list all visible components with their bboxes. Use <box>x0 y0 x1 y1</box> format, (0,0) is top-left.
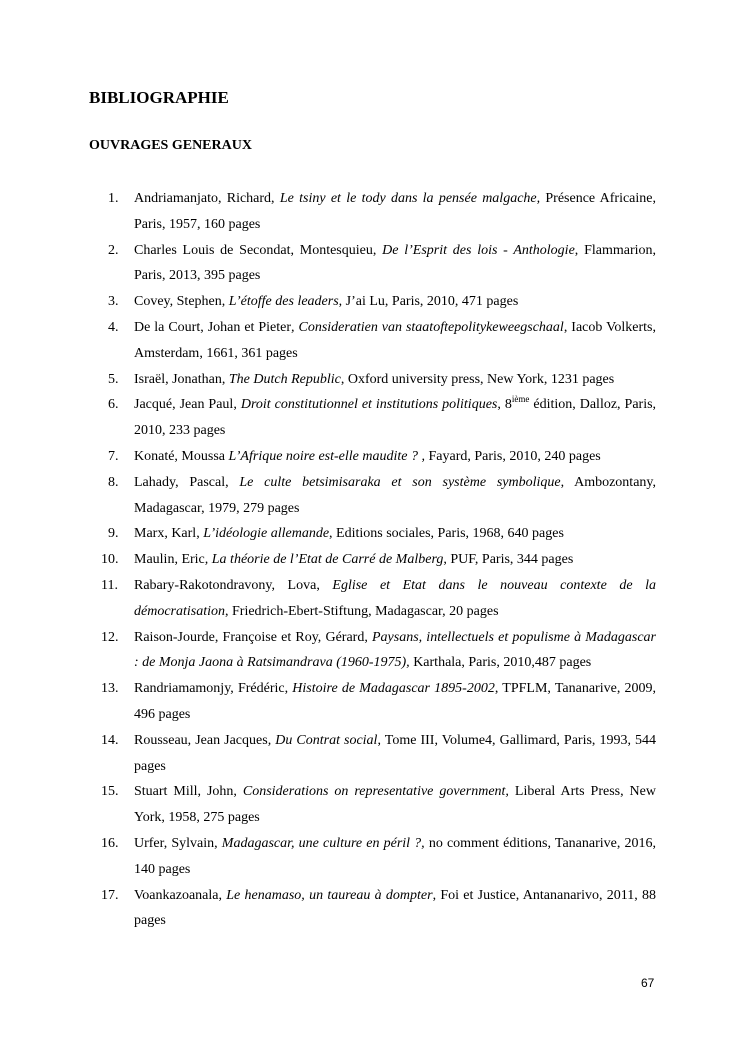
edition-superscript: ième <box>511 394 530 405</box>
entry-number: 16. <box>101 835 119 851</box>
entry-author: Raison-Jourde, Françoise et Roy, Gérard, <box>134 629 372 645</box>
entry-publication: , 8 <box>497 397 512 413</box>
entry-author: Voankazoanala, <box>134 887 227 903</box>
entry-publication: Fayard, Paris, 2010, 240 pages <box>424 448 601 464</box>
entry-author: Stuart Mill, John, <box>134 784 243 800</box>
bibliography-entry <box>89 779 656 831</box>
entry-author: Charles Louis de Secondat, Montesquieu, <box>134 242 383 258</box>
entry-author: De la Court, Johan et Pieter <box>134 319 292 335</box>
entry-number: 8. <box>108 474 119 490</box>
entry-number: 11. <box>101 577 118 593</box>
bibliography-entry <box>89 392 656 444</box>
entry-title: L’idéologie allemande <box>203 526 330 542</box>
bibliography-entry <box>89 676 656 728</box>
entry-author: Urfer, Sylvain, <box>134 835 222 851</box>
entry-publication: , Oxford university press, New York, 1231 pages <box>340 371 615 387</box>
entry-title: Eglise et Etat dans le nouveau contexte de la démocratisation <box>134 577 656 619</box>
entry-title: , La théorie de l’Etat de Carré de Malberg <box>204 552 444 568</box>
entry-publication: , Iacob Volkerts, Amsterdam, 1661, 361 pages <box>134 319 656 361</box>
entry-publication: Présence Africaine, Paris, 1957, 160 pages <box>134 191 657 232</box>
entry-author: Lahady, Pascal, <box>134 474 240 490</box>
bibliography-entry <box>89 625 656 677</box>
entry-title: Madagascar, une culture en péril ?, <box>221 835 425 851</box>
bibliography-entry <box>89 521 656 547</box>
bibliography-entry <box>89 186 656 238</box>
entry-author: Rabary-Rakotondravony, Lova, <box>134 577 333 593</box>
entry-author: Marx, Karl, <box>134 526 204 542</box>
entry-number: 2. <box>108 242 119 258</box>
entry-number: 12. <box>101 629 119 645</box>
entry-author: Maulin, Eric <box>134 552 205 568</box>
entry-number: 10. <box>101 552 119 568</box>
entry-title: Droit constitutionnel et institutions politiques <box>240 397 498 413</box>
bibliography-list <box>89 186 656 934</box>
entry-title: Le tsiny et le tody dans la pensée malgache, <box>279 191 541 206</box>
bibliography-entry <box>89 728 656 780</box>
entry-number: 4. <box>108 319 119 335</box>
bibliography-entry <box>89 238 656 290</box>
entry-number: 5. <box>108 371 119 387</box>
entry-number: 7. <box>108 448 119 464</box>
entry-author: Andriamanjato, Richard, <box>134 191 280 206</box>
entry-author: Jacqué, Jean Paul, <box>134 397 241 413</box>
bibliography-entry <box>89 883 656 935</box>
entry-publication: Liberal Arts Press, New York, 1958, 275 pages <box>134 784 656 826</box>
entry-publication: , Friedrich-Ebert-Stiftung, Madagascar, 20 pages <box>225 603 499 619</box>
bibliography-entry <box>89 315 656 367</box>
entry-number: 1. <box>108 191 119 206</box>
entry-title: L’Afrique noire est-elle maudite ? , <box>228 448 425 464</box>
entry-number: 6. <box>108 397 119 413</box>
entry-number: 14. <box>101 732 119 748</box>
entry-author: Covey, Stephen, <box>134 294 229 310</box>
entry-publication-rest: édition, Dalloz, Paris, 2010, 233 pages <box>134 397 657 439</box>
entry-title: De l’Esprit des lois - Anthologie <box>382 242 575 258</box>
entry-title: Histoire de Madagascar 1895-2002 <box>292 681 495 697</box>
entry-publication: , Flammarion, Paris, 2013, 395 pages <box>134 242 656 284</box>
entry-title: Le culte betsimisaraka et son système symbolique <box>239 474 561 490</box>
entry-publication: , J’ai Lu, Paris, 2010, 471 pages <box>338 294 519 310</box>
entry-title: The Dutch Republic <box>228 371 341 387</box>
entry-title: Le henamaso, un taureau à dompter <box>226 887 433 903</box>
entry-publication: , PUF, Paris, 344 pages <box>443 552 574 568</box>
bibliography-entry <box>89 367 656 393</box>
entry-author: Konaté, Moussa <box>134 448 229 464</box>
entry-publication: , TPFLM, Tananarive, 2009, 496 pages <box>134 681 656 722</box>
entry-publication: no comment éditions, Tananarive, 2016, 140 pages <box>134 835 657 877</box>
bibliography-entry <box>89 289 656 315</box>
entry-number: 9. <box>108 526 119 542</box>
page-title: BIBLIOGRAPHIE <box>89 88 229 107</box>
entry-publication: , Tome III, Volume4, Gallimard, Paris, 1993, 544 pages <box>134 732 657 774</box>
entry-author: Rousseau, Jean Jacques <box>134 732 268 748</box>
entry-title: Paysans, intellectuels et populisme à Madagascar : de Monja Jaona à Ratsimandrava (1960-1975), <box>134 629 656 671</box>
entry-author: Israël, Jonathan, <box>134 371 229 387</box>
entry-title: Considerations on representative government, <box>242 784 509 800</box>
bibliography-entry <box>89 470 656 522</box>
bibliography-entry <box>89 547 656 573</box>
bibliography-entry <box>89 831 656 883</box>
entry-publication: , Editions sociales, Paris, 1968, 640 pages <box>329 526 564 542</box>
entry-number: 15. <box>101 784 119 800</box>
bibliography-entry <box>89 573 656 625</box>
page-number: 67 <box>641 976 655 990</box>
entry-title: L’étoffe des leaders <box>228 294 339 310</box>
entry-publication: , Ambozontany, Madagascar, 1979, 279 pages <box>134 474 656 516</box>
bibliography-entry <box>89 444 656 470</box>
entry-number: 17. <box>101 887 119 903</box>
entry-publication: , Foi et Justice, Antananarivo, 2011, 88 pages <box>134 887 656 929</box>
entry-number: 13. <box>101 681 119 697</box>
entry-title: , Du Contrat social <box>267 732 378 748</box>
section-heading: OUVRAGES GENERAUX <box>89 138 252 153</box>
entry-publication: Karthala, Paris, 2010,487 pages <box>409 655 592 671</box>
entry-author: Randriamamonjy, Frédéric, <box>134 681 293 697</box>
entry-title: , Consideratien van staatoftepolitykeweegschaal <box>291 319 564 335</box>
entry-number: 3. <box>108 294 119 310</box>
